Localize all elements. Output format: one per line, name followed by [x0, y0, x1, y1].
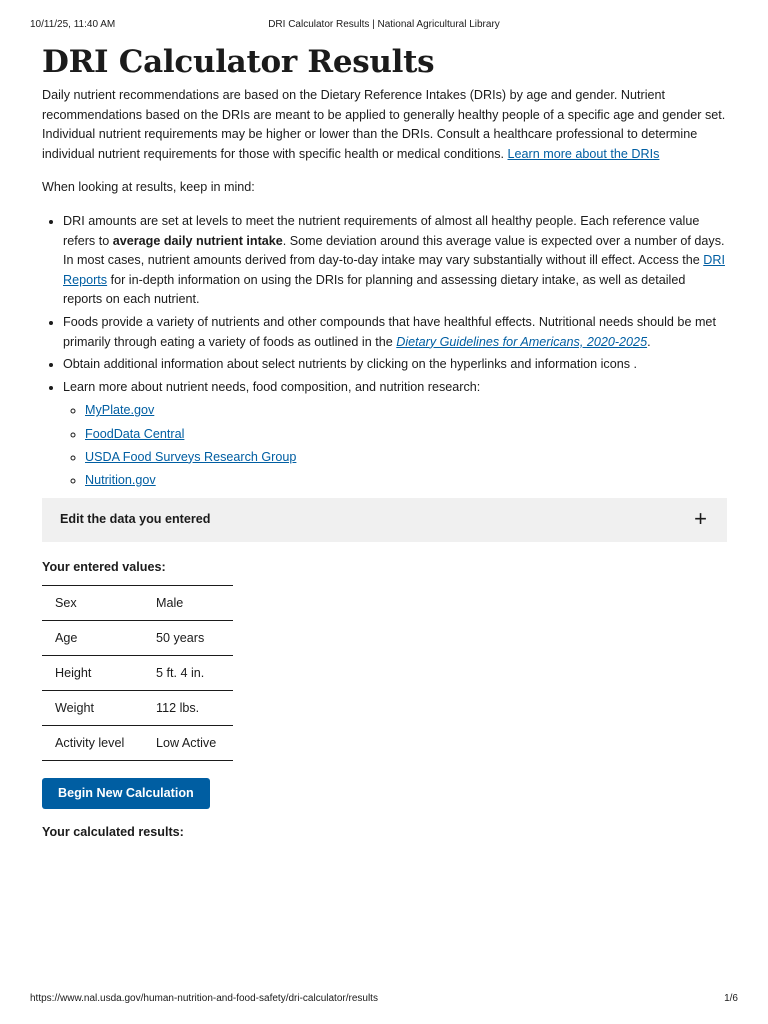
table-row	[42, 621, 233, 656]
row-value: Low Active	[143, 726, 233, 761]
row-value: 112 lbs.	[143, 691, 233, 726]
dri-reports-link[interactable]: DRI Reports	[63, 253, 725, 287]
begin-new-calculation-button[interactable]: Begin New Calculation	[42, 778, 210, 809]
bullet-text: Learn more about nutrient needs, food composition, and nutrition research:	[63, 379, 481, 394]
print-page-number: 1/6	[724, 993, 738, 1004]
list-item	[63, 313, 727, 352]
bullet-text: . Some deviation around this average value is expected over a number of days. In most cases, nutrient amounts derived from day-to-day intake may vary substantially without ill effect. Access the	[63, 233, 725, 268]
dietary-guidelines-link[interactable]: Dietary Guidelines for Americans, 2020-2025	[396, 334, 648, 349]
table-row	[42, 691, 233, 726]
row-value: 50 years	[143, 621, 233, 656]
row-label: Activity level	[42, 726, 143, 761]
bullet-text: .	[647, 334, 651, 349]
list-item	[85, 425, 727, 445]
entered-values-heading: Your entered values:	[42, 560, 166, 575]
bold-text: average daily nutrient intake	[112, 233, 283, 248]
learn-more-dris-link[interactable]: Learn more about the DRIs	[507, 146, 660, 161]
list-item	[85, 448, 727, 468]
row-label: Height	[42, 656, 143, 691]
row-value: 5 ft. 4 in.	[143, 656, 233, 691]
list-item	[63, 378, 727, 491]
edit-data-accordion[interactable]	[42, 498, 727, 542]
entered-values-table	[42, 585, 233, 761]
usda-food-surveys-link[interactable]: USDA Food Surveys Research Group	[85, 449, 297, 464]
list-item: • Obtain additional information about select nutrients by clicking on the hyperlinks and information icons .	[63, 355, 727, 375]
nutrition-gov-link[interactable]: Nutrition.gov	[85, 472, 156, 487]
plus-icon[interactable]: +	[694, 506, 707, 532]
guidance-list	[42, 212, 727, 491]
print-datetime: 10/11/25, 11:40 AM	[30, 19, 116, 30]
list-item	[85, 471, 727, 491]
bullet-text: DRI amounts are set at levels to meet the nutrient requirements of almost all healthy people. Each reference value refers to	[63, 213, 700, 248]
bullet-text: for in-depth information on using the DRIs for planning and assessing dietary intake, as well as detailed reports on each nutrient.	[63, 272, 686, 307]
row-label: Sex	[42, 586, 143, 621]
intro-paragraph	[42, 86, 727, 164]
row-label: Weight	[42, 691, 143, 726]
accordion-label: Edit the data you entered	[60, 512, 211, 527]
table-row	[42, 656, 233, 691]
myplate-link[interactable]: MyPlate.gov	[85, 403, 155, 418]
intro-text: Daily nutrient recommendations are based on the Dietary Reference Intakes (DRIs) by age and gender. Nutrient recommendations based on the DRIs are meant to be applied to generally healthy people of a specific age and gender set. Individual nutrient requirements may be higher or lower than the DRIs. Consult a healthcare professional to determine individual nutrient requirements for those with specific health or medical conditions.	[42, 88, 726, 161]
bullet-text: Foods provide a variety of nutrients and other compounds that have healthful effects. Nutritional needs should be met primarily through eating a variety of foods as outlined in the	[63, 314, 716, 349]
print-doc-title: DRI Calculator Results | National Agricultural Library	[268, 19, 500, 30]
list-item	[63, 212, 727, 310]
calculated-results-heading: Your calculated results:	[42, 825, 184, 840]
row-label: Age	[42, 621, 143, 656]
keep-in-mind-text: When looking at results, keep in mind:	[42, 180, 255, 195]
main-content	[42, 40, 727, 839]
fooddata-central-link[interactable]: FoodData Central	[85, 426, 185, 441]
resource-links-list	[63, 401, 727, 490]
table-row	[42, 726, 233, 761]
table-row	[42, 586, 233, 621]
print-url: https://www.nal.usda.gov/human-nutrition-and-food-safety/dri-calculator/results	[30, 993, 378, 1004]
page-title: DRI Calculator Results	[42, 44, 435, 80]
row-value: Male	[143, 586, 233, 621]
list-item	[85, 401, 727, 421]
